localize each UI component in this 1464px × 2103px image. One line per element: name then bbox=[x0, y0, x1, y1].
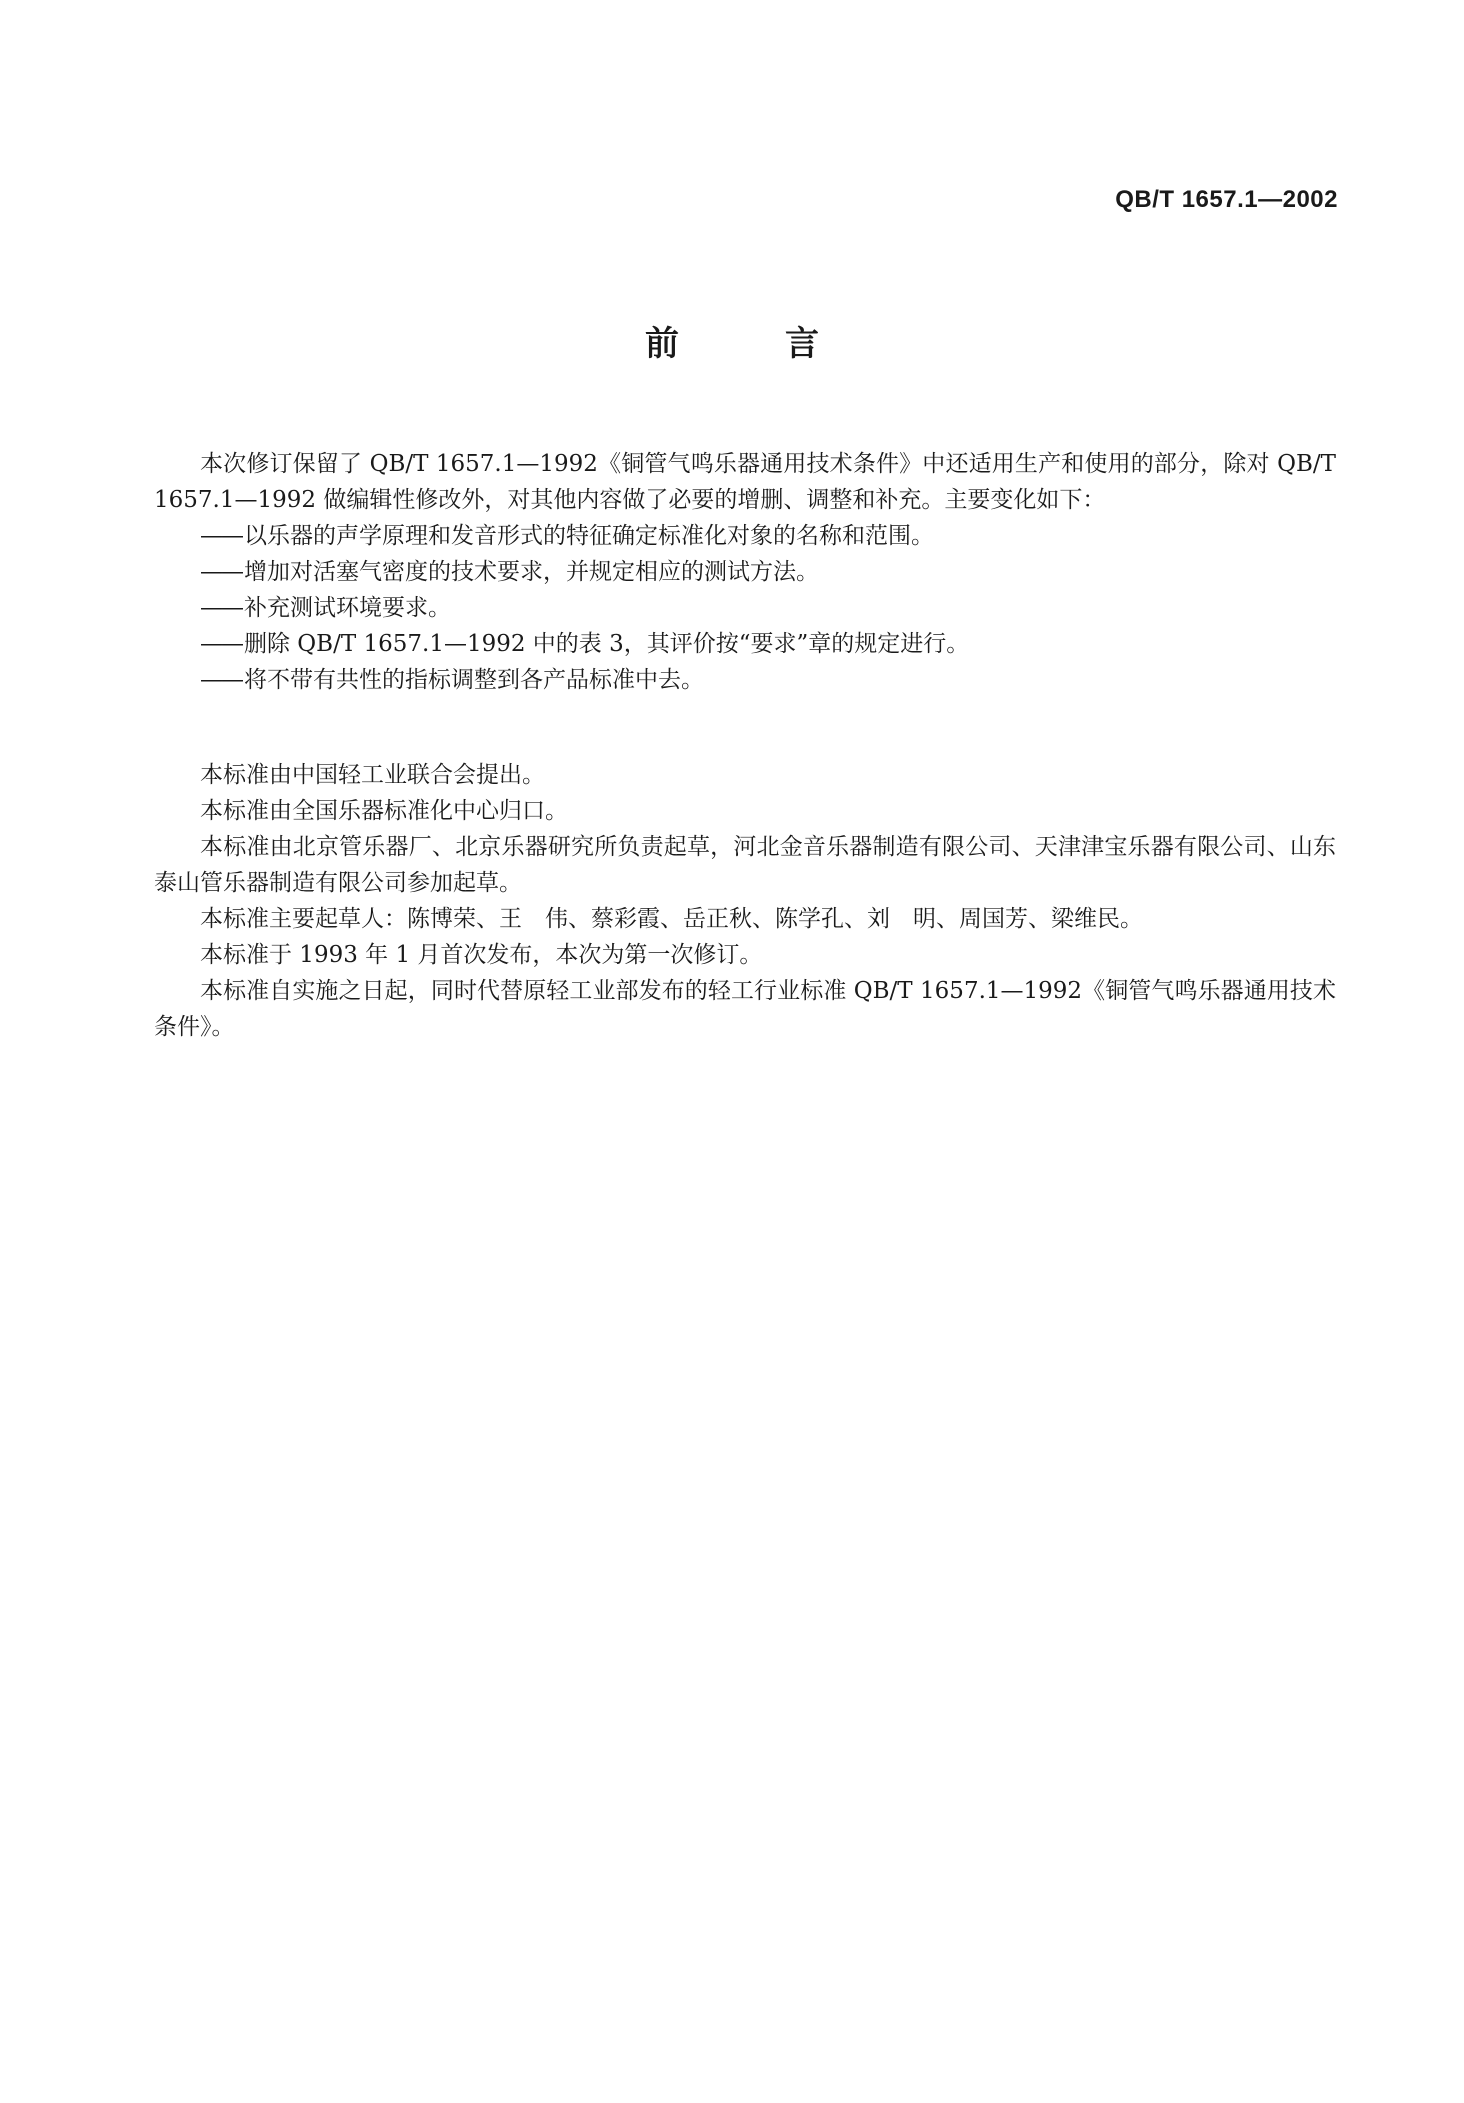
change-item: —— 将不带有共性的指标调整到各产品标准中去。 bbox=[154, 662, 1336, 698]
intro-paragraph: 本次修订保留了 QB/T 1657.1—1992《铜管气鸣乐器通用技术条件》中还适用生产和使用的部分，除对 QB/T 1657.1—1992 做编辑性修改外，对其他内容做了必要的增删、调整和补充。主要变化如下： bbox=[154, 451, 1336, 513]
standard-code: QB/T 1657.1—2002 bbox=[1115, 186, 1338, 213]
page-title: 前 言 bbox=[645, 324, 855, 364]
credits-section bbox=[154, 757, 1336, 1045]
publication-history-statement: 本标准于 1993 年 1 月首次发布，本次为第一次修订。 bbox=[200, 942, 763, 968]
drafting-units-statement: 本标准由北京管乐器厂、北京乐器研究所负责起草，河北金音乐器制造有限公司、天津津宝乐器有限公司、山东泰山管乐器制造有限公司参加起草。 bbox=[154, 834, 1336, 896]
change-item: —— 补充测试环境要求。 bbox=[154, 590, 1336, 626]
change-item: —— 删除 QB/T 1657.1—1992 中的表 3，其评价按“要求”章的规定进行。 bbox=[154, 626, 1336, 662]
replacement-statement: 本标准自实施之日起，同时代替原轻工业部发布的轻工行业标准 QB/T 1657.1—1992《铜管气鸣乐器通用技术条件》。 bbox=[154, 978, 1336, 1040]
change-item: —— 以乐器的声学原理和发音形式的特征确定标准化对象的名称和范围。 bbox=[154, 518, 1336, 554]
drafters-statement: 本标准主要起草人：陈博荣、王 伟、蔡彩霞、岳正秋、陈学孔、刘 明、周国芳、梁维民。 bbox=[200, 906, 1143, 932]
changes-list bbox=[154, 518, 1336, 698]
change-item: —— 增加对活塞气密度的技术要求，并规定相应的测试方法。 bbox=[154, 554, 1336, 590]
centralizing-statement: 本标准由全国乐器标准化中心归口。 bbox=[200, 798, 568, 824]
proposer-statement: 本标准由中国轻工业联合会提出。 bbox=[200, 762, 545, 788]
revision-summary bbox=[154, 446, 1336, 698]
